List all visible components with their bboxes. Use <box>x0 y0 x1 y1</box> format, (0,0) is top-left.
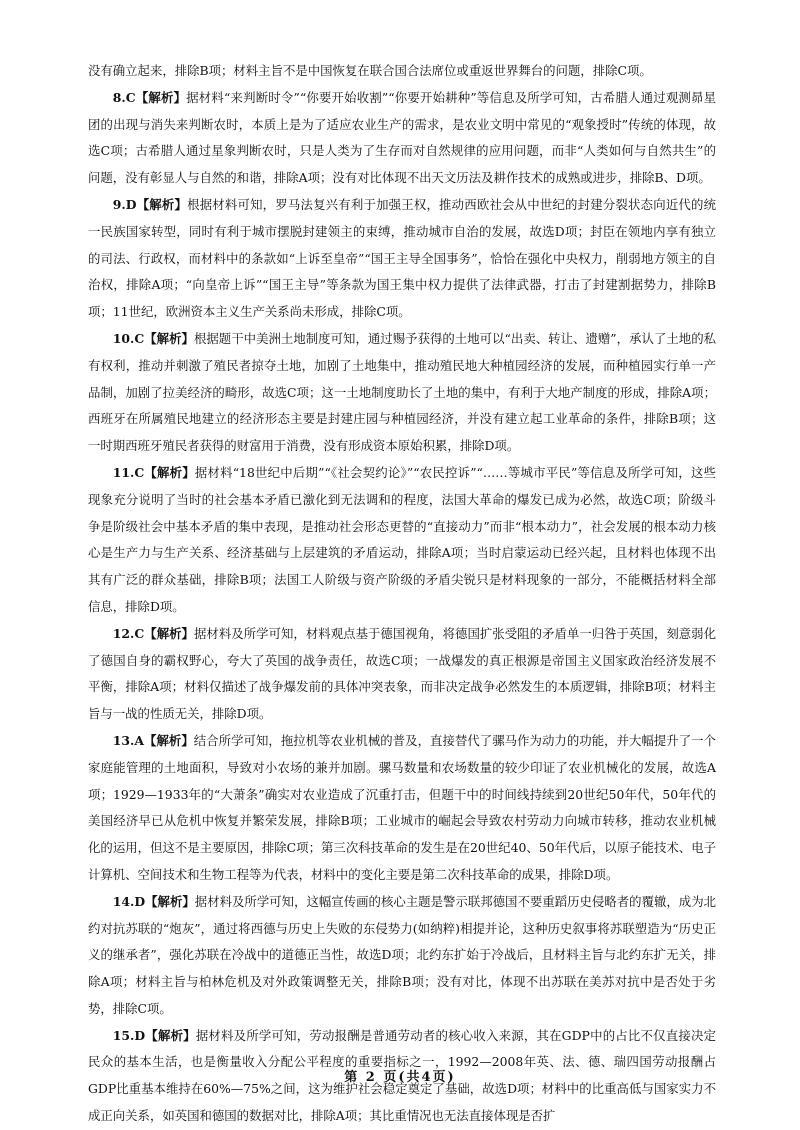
answer-number: 15.D <box>112 1027 146 1043</box>
answer-item-13 <box>88 728 716 889</box>
answer-text: 据材料“18世纪中后期”“《社会契约论》”“农民控诉”“……等城市平民”等信息及所学可知，这些现象充分说明了当时的社会基本矛盾已激化到无法调和的程度，法国大革命的爆发已成为必然，故选C项；阶级斗争是阶级社会中基本矛盾的集中表现，是推动社会形态更替的“直接动力”而非“根本动力”，社会发展的根本动力核心是生产力与生产关系、经济基础与上层建筑的矛盾运动，排除A项；当时启蒙运动已经兴起，且材料也体现不出其有广泛的群众基础，排除B项；法国工人阶级与资产阶级的矛盾尖锐只是材料现象的一部分，不能概括材料全部信息，排除D项。 <box>88 464 716 614</box>
page-footer <box>0 1066 800 1085</box>
lead-paragraph: 没有确立起来，排除B项；材料主旨不是中国恢复在联合国合法席位或重返世界舞台的问题，排除C项。 <box>88 63 652 78</box>
analysis-tag: 【解析】 <box>136 196 188 212</box>
analysis-tag: 【解析】 <box>143 732 194 748</box>
answer-item-10 <box>88 326 716 460</box>
analysis-tag: 【解析】 <box>144 464 195 480</box>
analysis-tag: 【解析】 <box>145 1027 196 1043</box>
analysis-tag: 【解析】 <box>144 625 194 641</box>
answer-text: 根据题干中美洲土地制度可知，通过赐予获得的土地可以“出卖、转让、遗赠”，承认了土地的私有权利，推动并刺激了殖民者掠夺土地，加剧了土地集中，推动殖民地大种植园经济的发展，而种植园实行单一产品制，加剧了拉美经济的畸形，故选C项；这一土地制度助长了土地的集中，有利于大地产制度的形成，排除A项；西班牙在所属殖民地建立的经济形态主要是封建庄园与种植园经济，并没有建立起工业革命的条件，排除B项；这一时期西班牙殖民者获得的财富用于消费，没有形成资本原始积累，排除D项。 <box>88 330 717 454</box>
page-number-label: 第 2 页(共4页) <box>344 1070 456 1085</box>
answer-text: 结合所学可知，拖拉机等农业机械的普及，直接替代了骡马作为动力的功能，并大幅提升了一个家庭能管理的土地面积，导致对小农场的兼并加剧。骡马数量和农场数量的较少印证了农业机械化的发展，故选A项；1929—1933年的“大萧条”确实对农业造成了沉重打击，但题干中的时间线持续到20世纪50年代，50年代的美国经济早已从危机中恢复并繁荣发展，排除B项；工业城市的崛起会导致农村劳动力向城市转移，推动农业机械化的运用，但这不是主要原因，排除C项；第三次科技革命的发生是在20世纪40、50年代后，以原子能技术、电子计算机、空间技术和生物工程等为代表，材料中的变化主要是第二次科技革命的成果，排除D项。 <box>88 732 717 882</box>
answer-item-12 <box>88 621 716 728</box>
answer-text: 据材料及所学可知，材料观点基于德国视角，将德国扩张受阻的矛盾单一归咎于英国，刻意弱化了德国自身的霸权野心，夸大了英国的战争责任，故选C项；一战爆发的真正根源是帝国主义国家政治经济发展不平衡，排除A项；材料仅描述了战争爆发前的具体冲突表象，而非决定战争必然发生的本质逻辑，排除B项；材料主旨与一战的性质无关，排除D项。 <box>88 625 717 722</box>
answer-text: 根据材料可知，罗马法复兴有利于加强王权，推动西欧社会从中世纪的封建分裂状态向近代的统一民族国家转型，同时有利于城市摆脱封建领主的束缚，推动城市自治的发展，故选D项；封臣在领地内享有独立的司法、行政权，而材料中的条款如“上诉至皇帝”“国王主导全国事务”，恰恰在强化中央权力，削弱地方领主的自治权，排除A项；“向皇帝上诉”“国王主导”等条款为国王集中权力提供了法律武器，打击了封建割据势力，排除B项；11世纪，欧洲资本主义生产关系尚未形成，排除C项。 <box>88 196 717 320</box>
answer-number: 9.D <box>112 196 137 212</box>
answer-number: 12.C <box>112 625 145 641</box>
analysis-tag: 【解析】 <box>144 330 194 346</box>
answer-item-9 <box>88 192 716 326</box>
answer-number: 13.A <box>112 732 144 748</box>
answer-number: 8.C <box>112 89 136 105</box>
answer-text: 据材料及所学可知，劳动报酬是普通劳动者的核心收入来源，其在GDP中的占比不仅直接决定民众的基本生活，也是衡量收入分配公平程度的重要指标之一，1992—2008年英、法、德、瑞四国劳动报酬占GDP比重基本维持在60%—75%之间，这为维护社会稳定奠定了基础，故选D项；材料中的比重高低与国家实力不成正向关系，如英国和德国的数据对比，排除A项；其比重情况也无法直接体现是否扩 <box>88 1027 717 1124</box>
answer-item-11 <box>88 460 716 621</box>
answer-text: 据材料及所学可知，这幅宣传画的核心主题是警示联邦德国不要重蹈历史侵略者的覆辙，成为北约对抗苏联的“炮灰”，通过将西德与历史上失败的东侵势力(如纳粹)相提并论，这种历史叙事将苏联塑造为“历史正义的继承者”，强化苏联在冷战中的道德正当性，故选D项；北约东扩始于冷战后，且材料主旨与北约东扩无关，排除A项；材料主旨与柏林危机及对外政策调整无关，排除B项；没有对比，体现不出苏联在美苏对抗中是否处于劣势，排除C项。 <box>88 893 717 1016</box>
answer-item-14 <box>88 889 716 1023</box>
answer-number: 14.D <box>112 893 146 909</box>
answer-item-8 <box>88 85 716 192</box>
answer-number: 10.C <box>112 330 145 346</box>
answer-number: 11.C <box>112 464 145 480</box>
answer-content <box>88 58 716 1130</box>
answer-text: 据材料“来判断时令”“你要开始收割”“你要开始耕种”等信息及所学可知，古希腊人通过观测昴星团的出现与消失来判断农时，本质上是为了适应农业生产的需求，是农业文明中常见的“观象授时”传统的体现，故选C项；古希腊人通过星象判断农时，只是人类为了生存而对自然规律的应用问题，而非“人类如何与自然共生”的问题，没有彰显人与自然的和谐，排除A项；没有对比体现不出天文历法及耕作技术的成熟或进步，排除B、D项。 <box>88 89 717 186</box>
analysis-tag: 【解析】 <box>145 893 195 909</box>
analysis-tag: 【解析】 <box>135 89 187 105</box>
